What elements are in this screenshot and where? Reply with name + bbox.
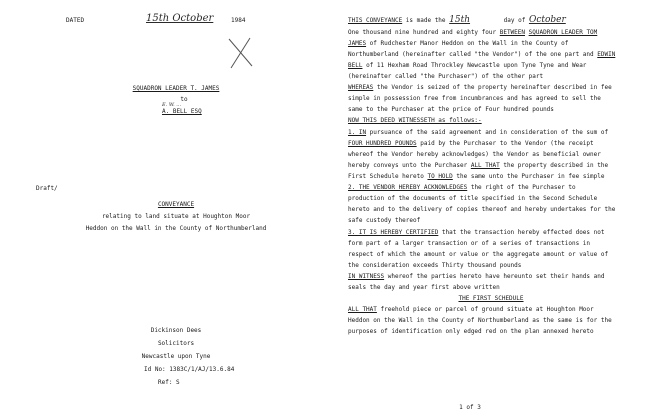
deed-line-15: First Schedule hereto TO HOLD the same unto the Purchaser in fee simple [348, 173, 605, 180]
ref-number: Ref: S [158, 379, 180, 386]
deed-line-2: One thousand nine hundred and eighty four BETWEEN SQUADRON LEADER TOM [348, 29, 598, 36]
this-conveyance-heading: THIS CONVEYANCE [348, 17, 403, 24]
deed-line-11: 1. IN pursuance of the said agreement and in consideration of the sum of [348, 129, 609, 136]
page-number: 1 of 3 [459, 404, 481, 411]
deed-line-22: respect of which the amount or value or the aggregate amount or value of [348, 251, 609, 258]
relating-line: relating to land situate at Houghton Moor [101, 213, 251, 220]
deed-line-14: hereby conveys unto the Purchaser ALL THAT the property described in the [348, 162, 609, 169]
heddon-line: Heddon on the Wall in the County of Northumberland [85, 225, 267, 232]
deed-line-19: safe custody thereof [348, 217, 421, 224]
deed-line-6: (hereinafter called "the Purchaser") of the other part [348, 73, 544, 80]
draft-label: Draft/ [36, 185, 58, 192]
conveyance-heading: CONVEYANCE [157, 201, 195, 208]
deed-line-3: JAMES of Rudchester Manor Heddon on the Wall in the County of [348, 40, 569, 47]
deed-line-28: Heddon on the Wall in the County of Northumberland as the same is for the [348, 317, 612, 324]
to-label: to [180, 96, 188, 103]
deed-line-27: ALL THAT freehold piece or parcel of ground situate at Houghton Moor [348, 306, 594, 313]
deed-line-23: the consideration exceeds Thirty thousand pounds [348, 262, 522, 269]
deed-line-29: purposes of identification only edged red on the plan annexed hereto [348, 328, 594, 335]
deed-line-4: Northumberland (hereinafter called "the Vendor") of the one part and EDWIN [348, 51, 616, 58]
dated-year: 1984 [231, 17, 246, 24]
deed-line-10: NOW THIS DEED WITNESSETH as follows:- [348, 117, 482, 124]
party-one: SQUADRON LEADER T. JAMES [132, 85, 220, 92]
deed-line-5: BELL of 11 Hexham Road Throckley Newcastle upon Tyne Tyne and Wear [348, 62, 587, 69]
party-two: A. BELL ESQ [162, 108, 202, 115]
deed-line-21: form part of a larger transaction or of a series of transactions in [348, 240, 591, 247]
deed-line-7: WHEREAS the Vendor is seized of the property hereinafter described in fee [348, 84, 612, 91]
deed-line-17: production of the documents of title specified in the Second Schedule [348, 195, 598, 202]
deed-line-16: 2. THE VENDOR HEREBY ACKNOWLEDGES the right of the Purchaser to [348, 184, 576, 191]
solicitors-label: Solicitors [157, 340, 195, 347]
right-page [325, 0, 650, 418]
party-two-handwritten: E. W. ... [162, 102, 182, 108]
deed-line-24: IN WITNESS whereof the parties hereto have hereunto set their hands and [348, 273, 605, 280]
deed-line-9: same to the Purchaser at the price of Four hundred pounds [348, 106, 554, 113]
deed-line-25: seals the day and year first above written [348, 284, 500, 291]
day-handwritten: 15th [449, 15, 471, 25]
deed-line-1: THIS CONVEYANCE is made the 15th day of October [348, 15, 566, 25]
city-label: Newcastle upon Tyne [141, 353, 211, 360]
month-handwritten: October [528, 15, 566, 25]
x-mark-icon [226, 36, 256, 70]
dated-label: DATED [66, 17, 85, 24]
dated-handwritten: 15th October [146, 13, 214, 24]
firm-name: Dickinson Dees [150, 327, 202, 334]
deed-line-8: simple in possession free from incumbrances and has agreed to sell the [348, 95, 601, 102]
deed-line-20: 3. IT IS HEREBY CERTIFIED that the transaction hereby effected does not [348, 229, 605, 236]
deed-line-12: FOUR HUNDRED POUNDS paid by the Purchaser to the Vendor (the receipt [348, 140, 594, 147]
first-schedule-heading: THE FIRST SCHEDULE [458, 295, 524, 302]
deed-line-13: whereof the Vendor hereby acknowledges) the Vendor as beneficial owner [348, 151, 601, 158]
id-number: Id No: 1383C/1/AJ/13.6.84 [144, 366, 235, 373]
deed-line-18: hereto and to the delivery of copies thereof and hereby undertakes for the [348, 206, 616, 213]
